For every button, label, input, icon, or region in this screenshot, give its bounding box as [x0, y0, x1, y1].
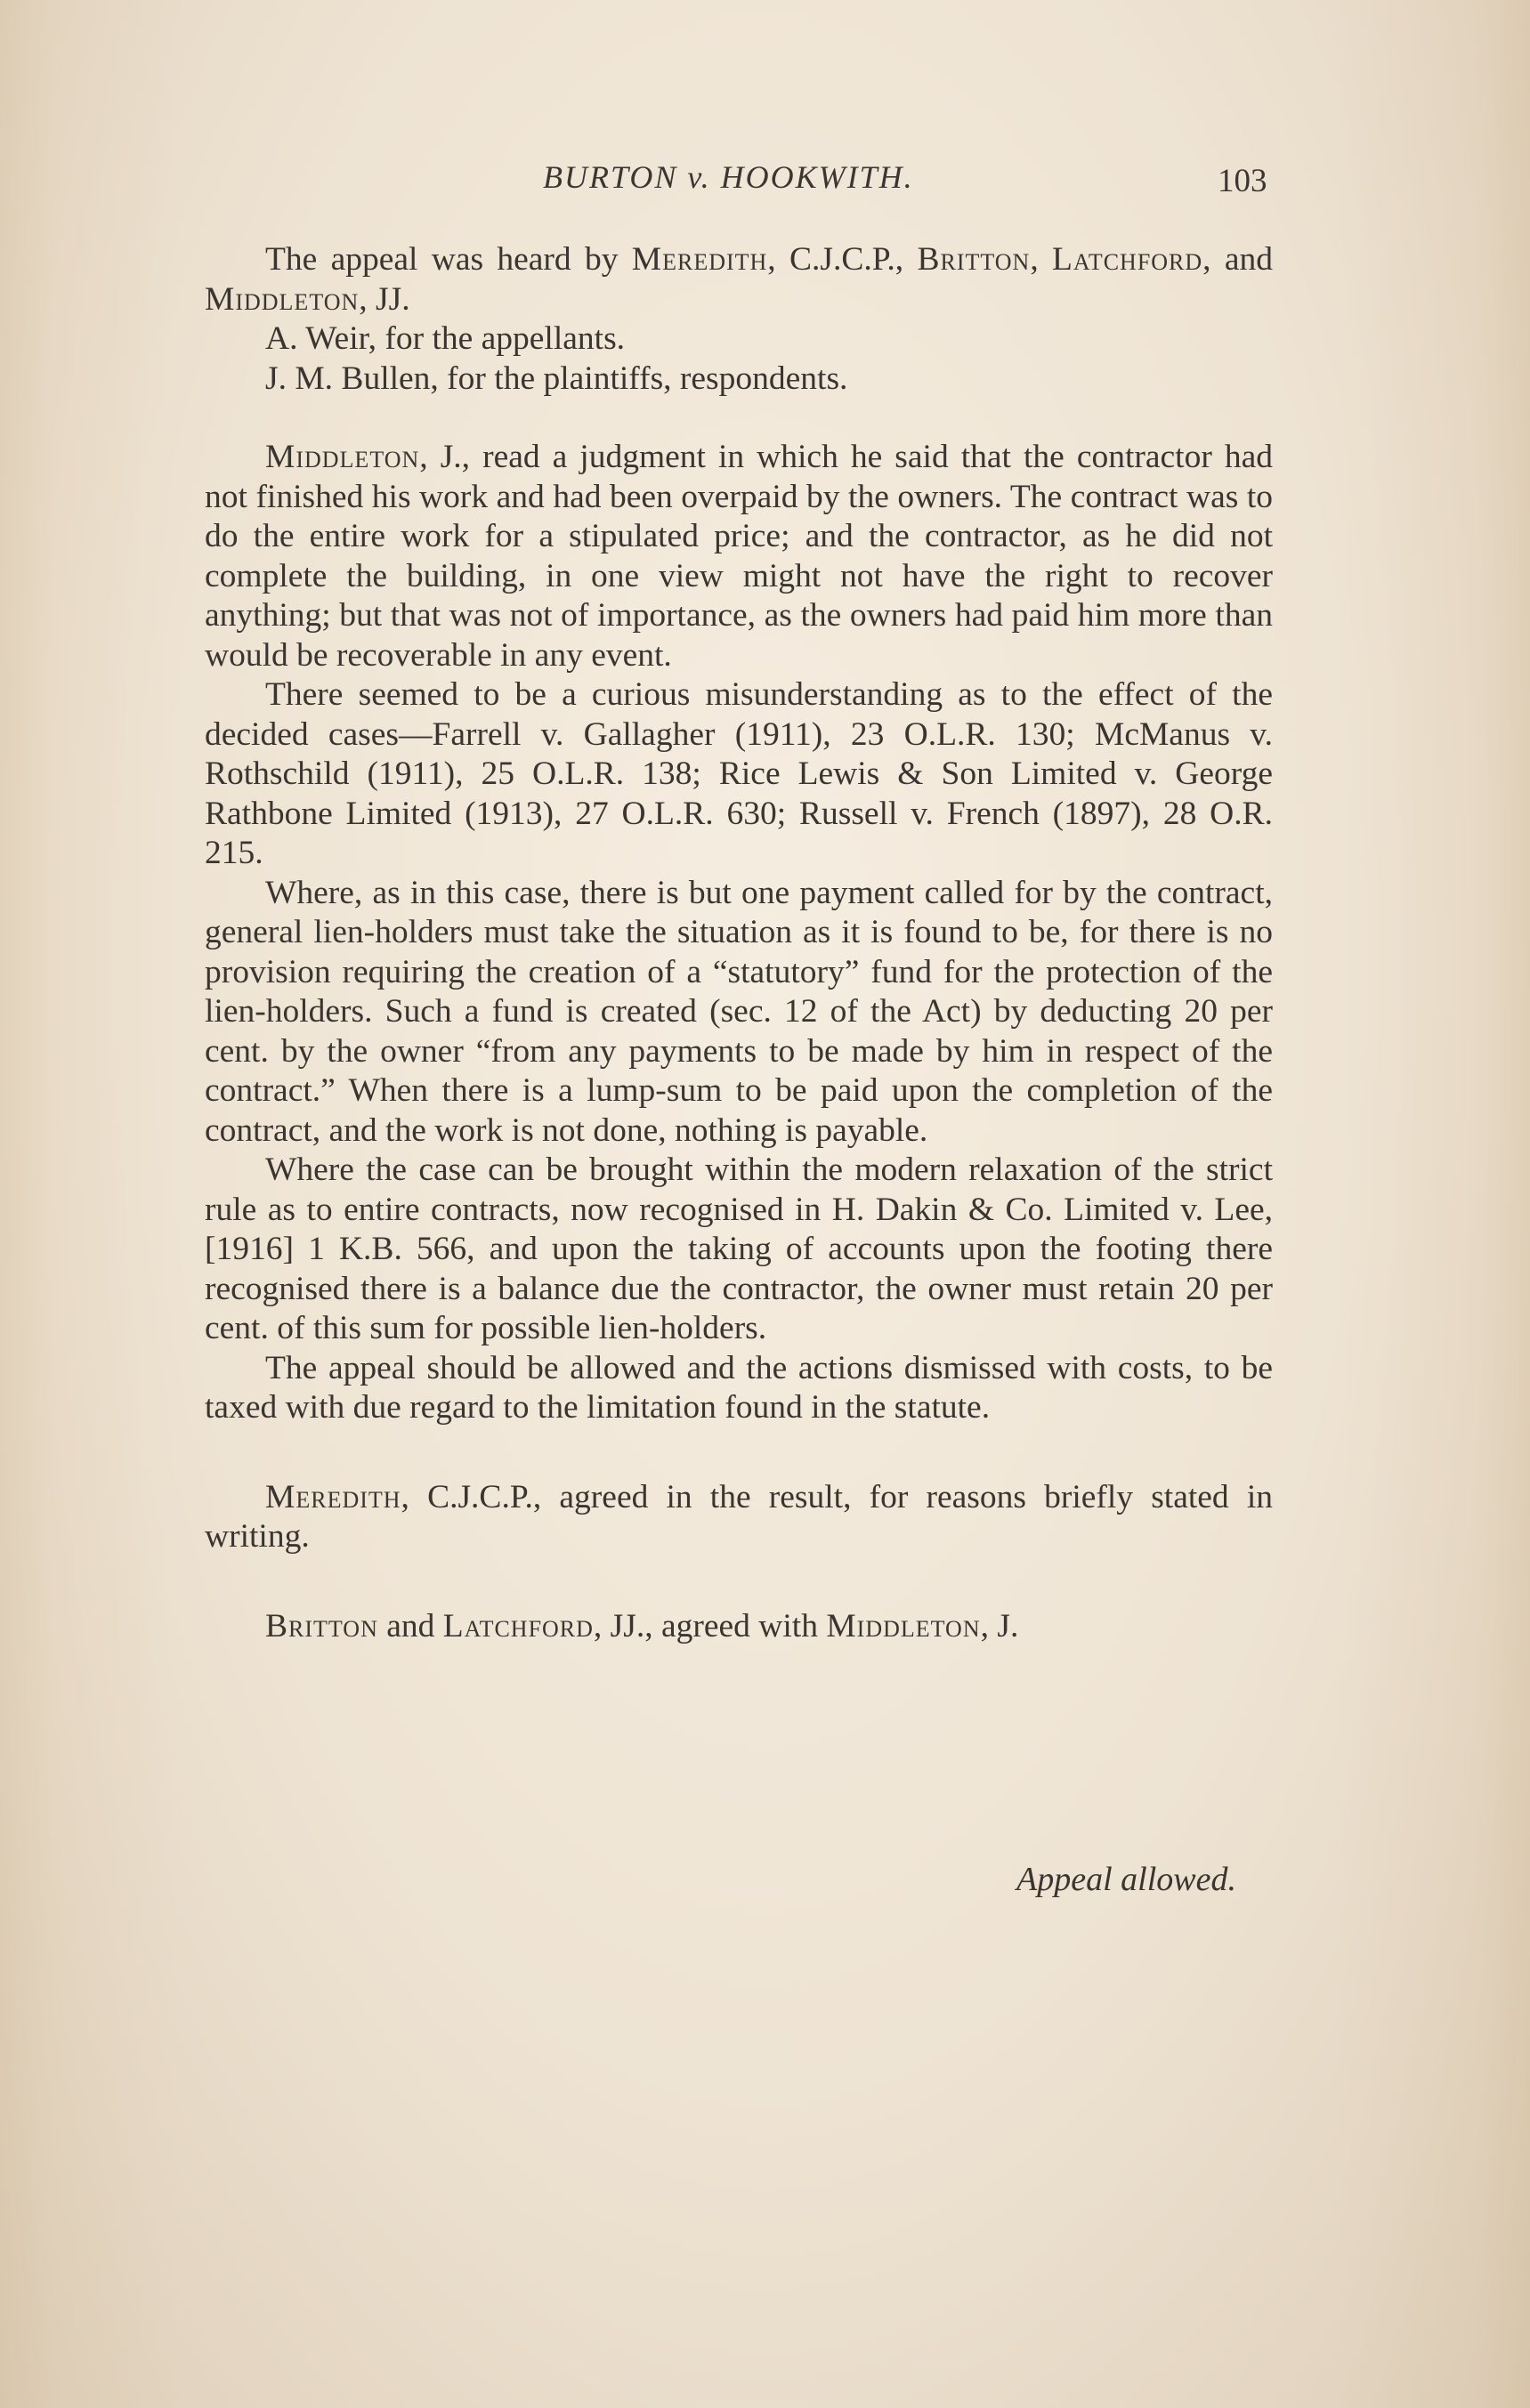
page-header [0, 158, 1530, 212]
bench-text: The appeal was heard by [265, 241, 632, 278]
judge-name: Latchford [442, 1607, 594, 1644]
concurrence-text: , JJ., agreed with [593, 1607, 827, 1644]
paragraph-relaxation: Where the case can be brought within the modern relaxation of the strict rule as to entire contracts, now recognised in H. Dakin & Co. Limited v. Lee, [1916] 1 K.B. 566, and upon the taking of accounts upon the footing there recognised there is a balance due the contractor, the owner must retain 20 per cent. of this sum for possible lien-holders. [205, 1151, 1273, 1346]
paragraph-cases: There seemed to be a curious misunderstanding as to the effect of the decided cases—Farrell v. Gallagher (1911), 23 O.L.R. 130; McManus v. Rothschild (1911), 25 O.L.R. 138; Rice Lewis & Son Limited v. George Rathbone Limited (1913), 27 O.L.R. 630; Russell v. French (1897), 28 O.R. 215. [205, 676, 1273, 871]
body-text [205, 240, 1273, 1646]
judge-name: Latchford [1052, 241, 1203, 278]
judge-name: Britton [265, 1607, 378, 1644]
judge-name: Meredith [265, 1478, 401, 1515]
concurrence-text: and [377, 1607, 443, 1644]
judge-name: Middleton [826, 1607, 981, 1644]
paragraph-counsel-respondents: J. M. Bullen, for the plaintiffs, respondents. [265, 360, 848, 397]
judge-name: Middleton [265, 439, 420, 475]
paragraph-disposition: The appeal should be allowed and the actions dismissed with costs, to be taxed with due regard to the limitation found in the statute. [205, 1349, 1273, 1426]
bench-text: , and [1202, 241, 1273, 278]
paragraph-concurrence [205, 1607, 1273, 1647]
judge-name: Britton [917, 241, 1031, 278]
running-head: BURTON v. HOOKWITH. [543, 159, 914, 195]
bench-text: , JJ. [359, 280, 410, 318]
concurrence-text: , J. [980, 1607, 1019, 1644]
paragraph-payment: Where, as in this case, there is but one payment called for by the contract, general lien-holders must take the situation as it is found to be, for there is no provision requiring the creation of a “statutory” fund for the protection of the lien-holders. Such a fund is created (sec. 12 of the Act) by deducting 20 per cent. by the owner “from any payments to be made by him in respect of the contract.” When there is a lump-sum to be paid upon the completion of the contract, and the work is not done, nothing is payable. [205, 874, 1273, 1149]
concurrence-text: , C.J.C.P., agreed in the result, for reasons briefly stated in writing. [205, 1478, 1273, 1555]
paragraph-bench [205, 240, 1273, 319]
closing-disposition: Appeal allowed. [1016, 1861, 1236, 1898]
bench-text: , C.J.C.P., [767, 241, 918, 278]
judgment-text: , J., read a judgment in which he said that the contractor had not finished his work and had been overpaid by the owners. The contract was to do the entire work for a stipulated price; and the contractor, as he did not complete the building, in one view might not have the right to recover anything; but that was not of importance, as the owners had paid him more than would be recoverable in any event. [205, 439, 1273, 674]
paragraph-judgment [205, 438, 1273, 675]
paragraph-counsel-appellants: A. Weir, for the appellants. [265, 320, 626, 357]
judge-name: Middleton [205, 280, 360, 318]
judge-name: Meredith [631, 241, 768, 278]
paragraph-meredith [205, 1478, 1273, 1557]
bench-text: , [1030, 241, 1053, 278]
page-number: 103 [1218, 163, 1267, 199]
